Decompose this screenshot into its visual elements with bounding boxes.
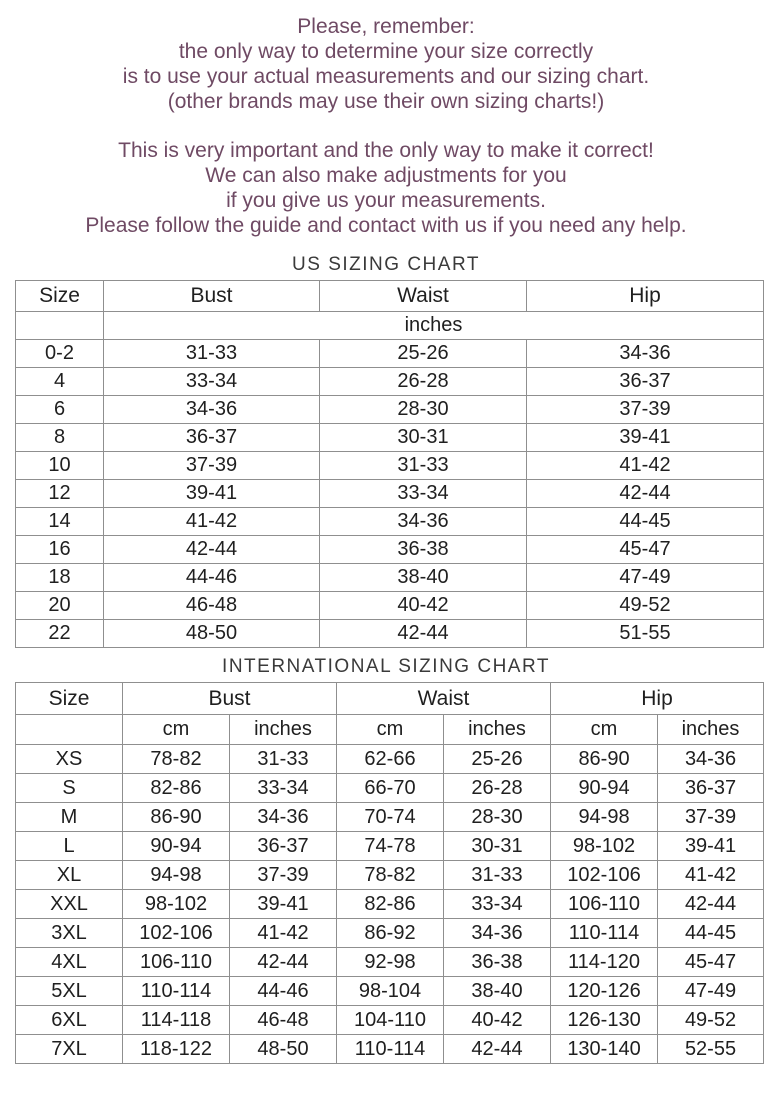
- measurement-cell: 74-78: [337, 832, 444, 861]
- measurement-cell: 39-41: [527, 424, 764, 452]
- table-row: [16, 508, 764, 536]
- international-sizing-table: [15, 682, 764, 1064]
- table-row: [16, 745, 764, 774]
- column-header-hip: Hip: [551, 683, 764, 715]
- size-cell: 10: [16, 452, 104, 480]
- column-header-waist: Waist: [320, 281, 527, 312]
- measurement-cell: 98-102: [551, 832, 658, 861]
- measurement-cell: 114-120: [551, 948, 658, 977]
- measurement-cell: 34-36: [104, 396, 320, 424]
- size-cell: 6XL: [16, 1006, 123, 1035]
- table-row: [16, 803, 764, 832]
- us-unit-row: [16, 312, 764, 340]
- intl-header-row: [16, 683, 764, 715]
- measurement-cell: 28-30: [320, 396, 527, 424]
- measurement-cell: 90-94: [551, 774, 658, 803]
- table-row: [16, 948, 764, 977]
- size-cell: S: [16, 774, 123, 803]
- measurement-cell: 44-45: [527, 508, 764, 536]
- size-cell: 20: [16, 592, 104, 620]
- unit-label-bust-cm: cm: [123, 715, 230, 745]
- measurement-cell: 40-42: [320, 592, 527, 620]
- measurement-cell: 33-34: [320, 480, 527, 508]
- measurement-cell: 78-82: [337, 861, 444, 890]
- table-row: [16, 480, 764, 508]
- size-cell: 3XL: [16, 919, 123, 948]
- intro-line: We can also make adjustments for you: [205, 164, 567, 187]
- measurement-cell: 110-114: [551, 919, 658, 948]
- measurement-cell: 33-34: [444, 890, 551, 919]
- measurement-cell: 41-42: [104, 508, 320, 536]
- measurement-cell: 49-52: [658, 1006, 764, 1035]
- measurement-cell: 37-39: [104, 452, 320, 480]
- measurement-cell: 130-140: [551, 1035, 658, 1064]
- us-sizing-table: [15, 280, 764, 648]
- size-cell: 4XL: [16, 948, 123, 977]
- intro-line: if you give us your measurements.: [226, 189, 546, 212]
- measurement-cell: 37-39: [658, 803, 764, 832]
- size-cell: 0-2: [16, 340, 104, 368]
- measurement-cell: 86-90: [123, 803, 230, 832]
- measurement-cell: 26-28: [320, 368, 527, 396]
- measurement-cell: 41-42: [527, 452, 764, 480]
- table-row: [16, 564, 764, 592]
- size-cell: XXL: [16, 890, 123, 919]
- measurement-cell: 94-98: [123, 861, 230, 890]
- column-header-bust: Bust: [104, 281, 320, 312]
- us-chart-title: US SIZING CHART: [292, 254, 480, 275]
- measurement-cell: 34-36: [444, 919, 551, 948]
- measurement-cell: 36-38: [444, 948, 551, 977]
- measurement-cell: 45-47: [658, 948, 764, 977]
- measurement-cell: 30-31: [320, 424, 527, 452]
- measurement-cell: 104-110: [337, 1006, 444, 1035]
- measurement-cell: 40-42: [444, 1006, 551, 1035]
- size-cell: XL: [16, 861, 123, 890]
- measurement-cell: 42-44: [527, 480, 764, 508]
- measurement-cell: 44-46: [230, 977, 337, 1006]
- measurement-cell: 34-36: [658, 745, 764, 774]
- measurement-cell: 42-44: [230, 948, 337, 977]
- measurement-cell: 25-26: [444, 745, 551, 774]
- measurement-cell: 36-37: [230, 832, 337, 861]
- intro-line: is to use your actual measurements and our sizing chart.: [122, 65, 650, 88]
- table-row: [16, 424, 764, 452]
- measurement-cell: 90-94: [123, 832, 230, 861]
- measurement-cell: 98-104: [337, 977, 444, 1006]
- intro-line: This is very important and the only way to make it correct!: [118, 139, 654, 162]
- measurement-cell: 110-114: [123, 977, 230, 1006]
- size-cell: L: [16, 832, 123, 861]
- unit-label-waist-inches: inches: [444, 715, 551, 745]
- size-cell: 22: [16, 620, 104, 648]
- size-cell: 6: [16, 396, 104, 424]
- size-cell: 8: [16, 424, 104, 452]
- unit-label-bust-inches: inches: [230, 715, 337, 745]
- measurement-cell: 102-106: [551, 861, 658, 890]
- measurement-cell: 41-42: [230, 919, 337, 948]
- table-row: [16, 919, 764, 948]
- measurement-cell: 28-30: [444, 803, 551, 832]
- measurement-cell: 33-34: [230, 774, 337, 803]
- table-row: [16, 368, 764, 396]
- measurement-cell: 48-50: [230, 1035, 337, 1064]
- table-row: [16, 861, 764, 890]
- measurement-cell: 39-41: [230, 890, 337, 919]
- column-header-size: Size: [16, 683, 123, 715]
- intro-line: (other brands may use their own sizing charts!): [167, 90, 605, 113]
- international-chart-title: INTERNATIONAL SIZING CHART: [222, 656, 550, 677]
- table-row: [16, 774, 764, 803]
- measurement-cell: 106-110: [551, 890, 658, 919]
- measurement-cell: 31-33: [104, 340, 320, 368]
- empty-cell: [16, 715, 123, 745]
- measurement-cell: 70-74: [337, 803, 444, 832]
- measurement-cell: 126-130: [551, 1006, 658, 1035]
- measurement-cell: 45-47: [527, 536, 764, 564]
- unit-label: inches: [104, 312, 764, 340]
- measurement-cell: 36-37: [527, 368, 764, 396]
- measurement-cell: 82-86: [123, 774, 230, 803]
- size-cell: 7XL: [16, 1035, 123, 1064]
- measurement-cell: 42-44: [104, 536, 320, 564]
- measurement-cell: 42-44: [320, 620, 527, 648]
- intro-line: Please follow the guide and contact with us if you need any help.: [85, 214, 687, 237]
- measurement-cell: 82-86: [337, 890, 444, 919]
- measurement-cell: 120-126: [551, 977, 658, 1006]
- measurement-cell: 39-41: [104, 480, 320, 508]
- table-row: [16, 452, 764, 480]
- size-cell: 18: [16, 564, 104, 592]
- column-header-waist: Waist: [337, 683, 551, 715]
- measurement-cell: 52-55: [658, 1035, 764, 1064]
- size-cell: 14: [16, 508, 104, 536]
- us-table-body: [16, 340, 764, 648]
- measurement-cell: 46-48: [104, 592, 320, 620]
- unit-label-hip-cm: cm: [551, 715, 658, 745]
- measurement-cell: 44-45: [658, 919, 764, 948]
- measurement-cell: 47-49: [658, 977, 764, 1006]
- measurement-cell: 37-39: [230, 861, 337, 890]
- measurement-cell: 26-28: [444, 774, 551, 803]
- measurement-cell: 102-106: [123, 919, 230, 948]
- unit-label-waist-cm: cm: [337, 715, 444, 745]
- measurement-cell: 31-33: [230, 745, 337, 774]
- measurement-cell: 48-50: [104, 620, 320, 648]
- table-row: [16, 536, 764, 564]
- column-header-hip: Hip: [527, 281, 764, 312]
- table-row: [16, 340, 764, 368]
- intl-table-body: [16, 745, 764, 1064]
- measurement-cell: 110-114: [337, 1035, 444, 1064]
- unit-label-hip-inches: inches: [658, 715, 764, 745]
- table-row: [16, 620, 764, 648]
- measurement-cell: 114-118: [123, 1006, 230, 1035]
- measurement-cell: 33-34: [104, 368, 320, 396]
- table-row: [16, 832, 764, 861]
- table-row: [16, 1035, 764, 1064]
- size-cell: 4: [16, 368, 104, 396]
- intro-line: Please, remember:: [297, 15, 475, 38]
- measurement-cell: 25-26: [320, 340, 527, 368]
- measurement-cell: 41-42: [658, 861, 764, 890]
- measurement-cell: 86-92: [337, 919, 444, 948]
- table-row: [16, 396, 764, 424]
- size-cell: XS: [16, 745, 123, 774]
- measurement-cell: 38-40: [444, 977, 551, 1006]
- measurement-cell: 46-48: [230, 1006, 337, 1035]
- table-row: [16, 977, 764, 1006]
- measurement-cell: 92-98: [337, 948, 444, 977]
- measurement-cell: 36-37: [658, 774, 764, 803]
- intl-unit-row: [16, 715, 764, 745]
- measurement-cell: 34-36: [320, 508, 527, 536]
- us-header-row: [16, 281, 764, 312]
- measurement-cell: 86-90: [551, 745, 658, 774]
- measurement-cell: 49-52: [527, 592, 764, 620]
- measurement-cell: 36-37: [104, 424, 320, 452]
- intro-line: the only way to determine your size correctly: [178, 40, 594, 63]
- size-cell: 12: [16, 480, 104, 508]
- measurement-cell: 66-70: [337, 774, 444, 803]
- measurement-cell: 31-33: [444, 861, 551, 890]
- measurement-cell: 31-33: [320, 452, 527, 480]
- table-row: [16, 890, 764, 919]
- measurement-cell: 62-66: [337, 745, 444, 774]
- table-row: [16, 592, 764, 620]
- measurement-cell: 98-102: [123, 890, 230, 919]
- measurement-cell: 36-38: [320, 536, 527, 564]
- intro-paragraph-2: [0, 138, 772, 238]
- measurement-cell: 30-31: [444, 832, 551, 861]
- measurement-cell: 106-110: [123, 948, 230, 977]
- measurement-cell: 51-55: [527, 620, 764, 648]
- size-cell: M: [16, 803, 123, 832]
- measurement-cell: 39-41: [658, 832, 764, 861]
- measurement-cell: 37-39: [527, 396, 764, 424]
- measurement-cell: 42-44: [658, 890, 764, 919]
- column-header-size: Size: [16, 281, 104, 312]
- measurement-cell: 34-36: [230, 803, 337, 832]
- size-cell: 16: [16, 536, 104, 564]
- measurement-cell: 94-98: [551, 803, 658, 832]
- table-row: [16, 1006, 764, 1035]
- measurement-cell: 47-49: [527, 564, 764, 592]
- measurement-cell: 42-44: [444, 1035, 551, 1064]
- measurement-cell: 78-82: [123, 745, 230, 774]
- measurement-cell: 44-46: [104, 564, 320, 592]
- empty-cell: [16, 312, 104, 340]
- column-header-bust: Bust: [123, 683, 337, 715]
- measurement-cell: 118-122: [123, 1035, 230, 1064]
- size-cell: 5XL: [16, 977, 123, 1006]
- measurement-cell: 38-40: [320, 564, 527, 592]
- measurement-cell: 34-36: [527, 340, 764, 368]
- intro-paragraph-1: [0, 14, 772, 114]
